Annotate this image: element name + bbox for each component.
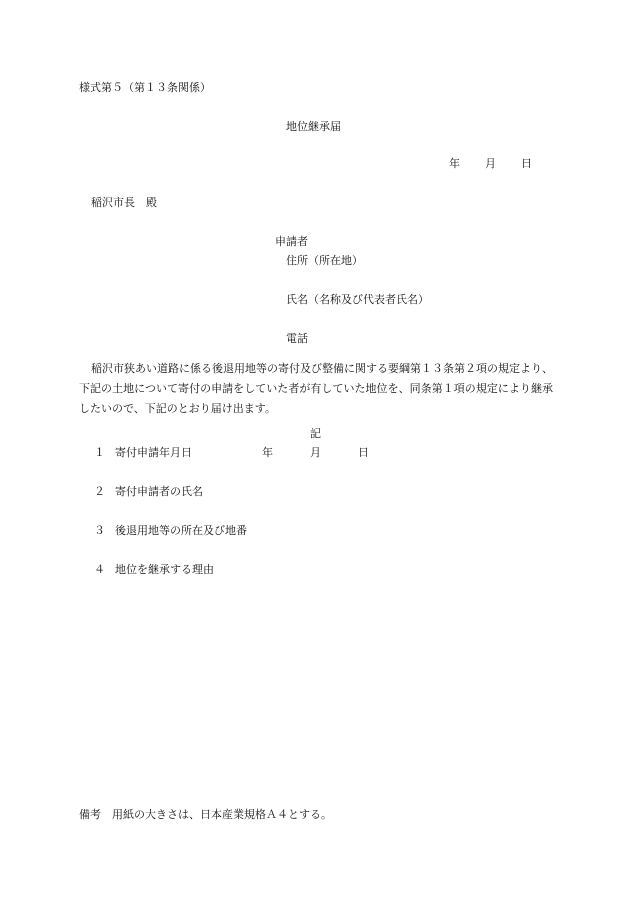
item-label: 寄付申請者の氏名 — [115, 485, 203, 498]
applicant-address-label: 住所（所在地） — [286, 254, 363, 267]
item-label: 後退用地等の所在及び地番 — [115, 524, 247, 537]
document-title: 地位継承届 — [286, 120, 341, 133]
item-label: 地位を継承する理由 — [115, 563, 214, 576]
applicant-name-label: 氏名（名称及び代表者氏名） — [286, 293, 429, 306]
note-heading: 記 — [310, 427, 321, 440]
item-year: 年 — [262, 446, 273, 459]
applicant-phone-label: 電話 — [286, 332, 308, 345]
addressee: 稲沢市長 殿 — [91, 196, 157, 209]
form-number: 様式第５（第１３条関係） — [79, 81, 211, 94]
item-month: 月 — [310, 446, 321, 459]
item-label: 寄付申請年月日 — [115, 446, 192, 459]
submission-date-month: 月 — [485, 157, 496, 170]
item-number: ３ — [94, 524, 105, 537]
item-number: １ — [94, 446, 105, 459]
remarks: 備考 用紙の大きさは、日本産業規格Ａ４とする。 — [79, 808, 332, 821]
submission-date-day: 日 — [521, 157, 532, 170]
applicant-heading: 申請者 — [275, 235, 308, 248]
item-number: ２ — [94, 485, 105, 498]
item-number: ４ — [94, 563, 105, 576]
item-day: 日 — [358, 446, 369, 459]
notification-body: 稲沢市狭あい道路に係る後退用地等の寄付及び整備に関する要綱第１３条第２項の規定より、下記の土地について寄付の申請をしていた者が有していた地位を、同条第１項の規定により継承したいので、下記のとおり届け出ます。 — [79, 362, 553, 415]
submission-date-year: 年 — [449, 157, 460, 170]
